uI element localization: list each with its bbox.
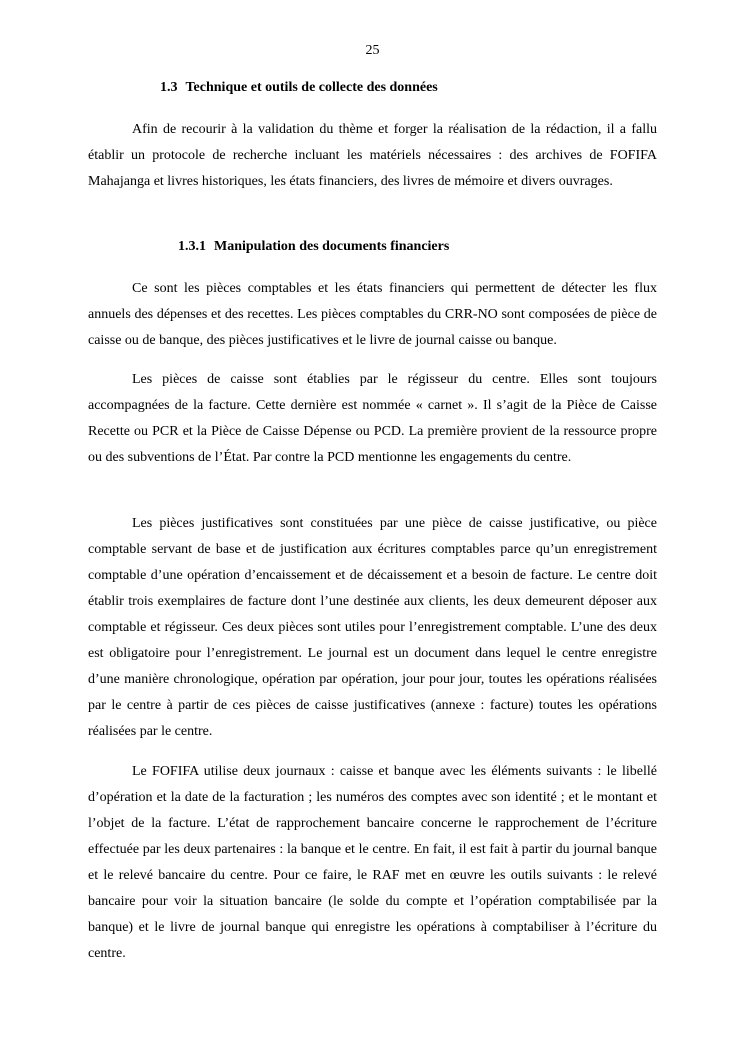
- section-title: Technique et outils de collecte des données: [185, 80, 438, 95]
- subsection-number: 1.3.1: [178, 239, 206, 254]
- section-heading: [160, 79, 438, 97]
- subsection-title: Manipulation des documents financiers: [214, 239, 450, 254]
- body-paragraph-financial-documents: Ce sont les pièces comptables et les états financiers qui permettent de détecter les flux annuels des dépenses et des recettes. Les pièces comptables du CRR-NO sont composées de pièce de caisse ou de banque, des pièces justificatives et le livre de journal caisse ou banque.: [88, 281, 657, 348]
- section-intro-paragraph: Afin de recourir à la validation du thème et forger la réalisation de la rédaction, il a fallu établir un protocole de recherche incluant les matériels nécessaires : des archives de FOFIFA Mahajanga et livres historiques, les états financiers, des livres de mémoire et divers ouvrages.: [88, 122, 657, 189]
- body-paragraph-cash-vouchers: Les pièces de caisse sont établies par le régisseur du centre. Elles sont toujours accompagnées de la facture. Cette dernière est nommée « carnet ». Il s’agit de la Pièce de Caisse Recette ou PCR et la Pièce de Caisse Dépense ou PCD. La première provient de la ressource propre ou des subventions de l’État. Par contre la PCD mentionne les engagements du centre.: [88, 372, 657, 465]
- section-number: 1.3: [160, 80, 178, 95]
- body-paragraph-journals: Le FOFIFA utilise deux journaux : caisse et banque avec les éléments suivants : le libellé d’opération et la date de la facturation ; les numéros des comptes avec son identité ; et le montant et l’objet de la facture. L’état de rapprochement bancaire concerne le rapprochement de l’écriture effectuée par les deux partenaires : la banque et le centre. En fait, il est fait à partir du journal banque et le relevé bancaire du centre. Pour ce faire, le RAF met en œuvre les outils suivants : le relevé bancaire pour voir la situation bancaire (le solde du compte et l’opération comptabilisée par la banque) et le livre de journal banque qui enregistre les opérations à comptabiliser à l’écriture du centre.: [88, 764, 657, 961]
- subsection-heading: [178, 238, 449, 256]
- page-number: 25: [365, 43, 380, 58]
- body-paragraph-supporting-documents: Les pièces justificatives sont constituées par une pièce de caisse justificative, ou pièce comptable servant de base et de justification aux écritures comptables parce qu’un enregistrement comptable d’une opération d’encaissement et de décaissement et a besoin de facture. Le centre doit établir trois exemplaires de facture dont l’une destinée aux clients, les deux demeurent déposer aux comptable et régisseur. Ces deux pièces sont utiles pour l’enregistrement comptable. L’une des deux est obligatoire pour l’enregistrement. Le journal est un document dans lequel le centre enregistre d’une manière chronologique, opération par opération, jour pour jour, toutes les opérations réalisées par le centre à partir de ces pièces de caisse justificatives (annexe : facture) toutes les opérations réalisées par le centre.: [88, 516, 657, 739]
